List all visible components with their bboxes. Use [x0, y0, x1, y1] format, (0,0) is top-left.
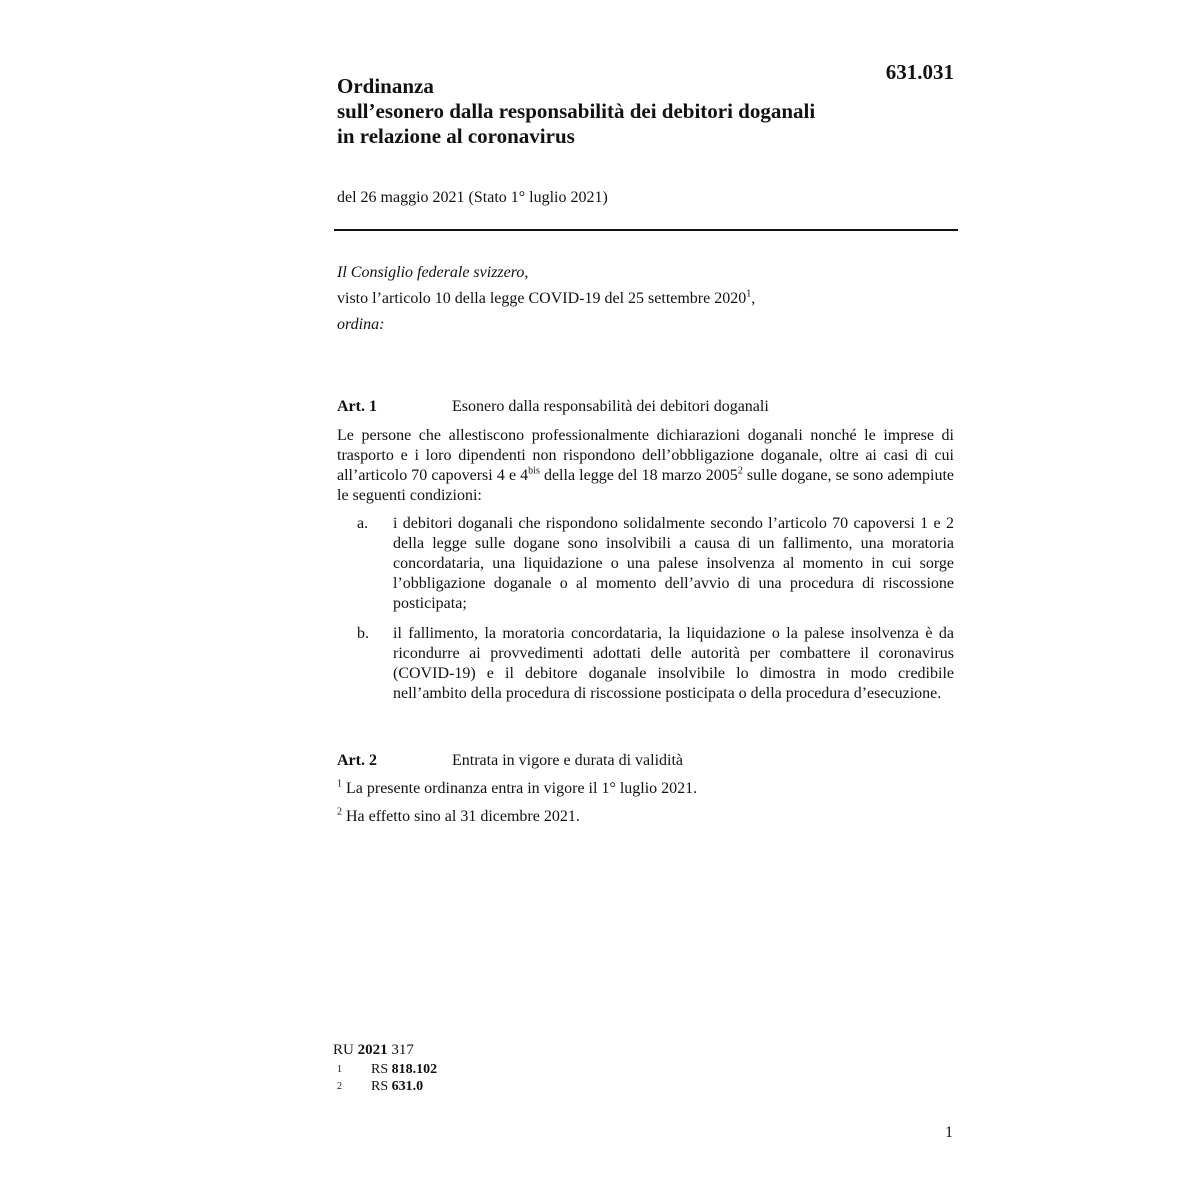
- paragraph-number: 1: [337, 778, 342, 790]
- article-2-number: Art. 2: [337, 752, 377, 769]
- article-1-intro-c: sulle dogane, se sono adempiute le seguenti condizioni:: [337, 467, 955, 504]
- article-1-title: Esonero dalla responsabilità dei debitori doganali: [452, 398, 769, 415]
- header-divider: [334, 229, 958, 231]
- footnote-number: 2: [337, 1081, 342, 1092]
- paragraph-text: Ha effetto sino al 31 dicembre 2021.: [346, 808, 580, 825]
- footnote-2: [337, 1079, 423, 1095]
- footnote-ref-2[interactable]: 2: [737, 465, 743, 477]
- article-2-title: Entrata in vigore e durata di validità: [452, 752, 684, 769]
- document-title: [337, 74, 937, 149]
- article-1-intro-a: Le persone che allestiscono professionalmente dichiarazioni doganali nonché le imprese di trasporto e i loro dipendenti non rispondono dell’obbligazione doganale, oltre ai casi di cui all’articolo 70 capoversi 4 e 4: [337, 427, 954, 484]
- article-1-intro-b: della legge del 18 marzo 2005: [539, 467, 738, 484]
- preamble-basis-text: visto l’articolo 10 della legge COVID-19 del 25 settembre 2020: [337, 290, 747, 307]
- article-1-intro: [337, 426, 954, 506]
- article-2-paragraph-2: [337, 808, 580, 826]
- title-line: in relazione al coronavirus: [337, 124, 575, 148]
- sr-number: 631.031: [885, 60, 954, 84]
- superscript-bis: bis: [528, 465, 540, 477]
- ru-year: 2021: [357, 1042, 388, 1058]
- article-1-heading: [337, 398, 769, 416]
- article-2-heading: [337, 752, 683, 770]
- list-item: [337, 514, 954, 614]
- paragraph-text: La presente ordinanza entra in vigore il 1° luglio 2021.: [346, 780, 698, 797]
- list-item-text: il fallimento, la moratoria concordataria, la liquidazione o la palese insolvenza è da ricondurre ai provvedimenti adottati delle autorità per combattere il coronavirus (COVID-19) e il debitore doganale insolvibile lo dimostra in modo credibile nell’ambito della procedura di riscossione posticipata o della procedura d’esecuzione.: [393, 625, 954, 702]
- paragraph-number: 2: [337, 806, 342, 818]
- preamble-authority: Il Consiglio federale svizzero,: [337, 264, 529, 281]
- article-1-number: Art. 1: [337, 398, 377, 415]
- footnote-1: [337, 1062, 437, 1078]
- ru-page: 317: [391, 1042, 414, 1058]
- article-2-paragraph-1: [337, 780, 697, 798]
- preamble-decree: ordina:: [337, 316, 385, 333]
- footnote-prefix: RS: [371, 1079, 389, 1094]
- page-number: 1: [945, 1124, 953, 1141]
- footnote-ref-1[interactable]: 1: [746, 288, 752, 300]
- preamble-basis-end: ,: [751, 290, 756, 307]
- preamble-basis: [337, 286, 755, 312]
- title-line: sull’esonero dalla responsabilità dei debitori doganali: [337, 99, 816, 123]
- article-1-conditions: [337, 514, 954, 704]
- official-compilation-ref: [333, 1042, 414, 1059]
- footnote-link[interactable]: 818.102: [391, 1062, 438, 1077]
- list-item-letter: a.: [357, 515, 369, 532]
- title-line: Ordinanza: [337, 74, 434, 98]
- list-item-text: i debitori doganali che rispondono solidalmente secondo l’articolo 70 capoversi 1 e 2 della legge sulle dogane sono insolvibili a causa di un fallimento, una moratoria concordataria, una liquidazione o una palese insolvenza al momento in cui sorge l’obbligazione doganale o al momento dell’avvio di una procedura di riscossione posticipata;: [393, 515, 954, 612]
- document-date: del 26 maggio 2021 (Stato 1° luglio 2021): [337, 189, 608, 206]
- footnote-prefix: RS: [371, 1062, 389, 1077]
- footnote-link[interactable]: 631.0: [391, 1079, 424, 1094]
- list-item: [337, 624, 954, 704]
- preamble: [337, 260, 755, 338]
- ru-prefix: RU: [333, 1042, 354, 1058]
- footnote-number: 1: [337, 1064, 342, 1075]
- list-item-letter: b.: [357, 625, 369, 642]
